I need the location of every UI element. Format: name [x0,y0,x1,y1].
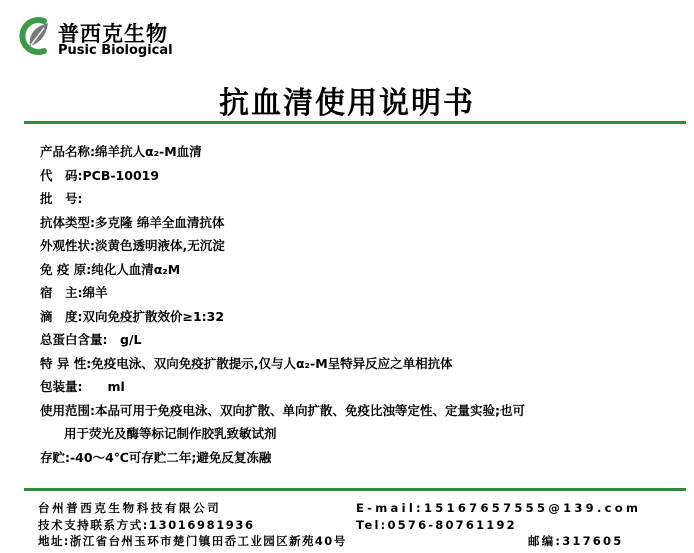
postcode: 邮编:317605 [528,534,624,548]
company-name: 台州普西克生物科技有限公司 [38,501,222,515]
logo-chinese-name: 普西克生物 [58,22,168,46]
product-fields [40,140,680,469]
field-storage: 存贮:-40～4℃可存贮二年;避免反复冻融 [40,449,272,465]
field-antibody-type: 抗体类型:多克隆 绵羊全血清抗体 [40,214,225,230]
tech-support-phone: 技术支持联系方式:13016981936 [38,517,255,532]
field-application-continued: 用于荧光及酶等标记制作胶乳致敏试剂 [64,426,277,441]
field-appearance: 外观性状:淡黄色透明液体,无沉淀 [40,238,225,253]
footer [38,500,678,550]
document-title: 抗血清使用说明书 [219,86,475,121]
company-logo [14,14,214,62]
field-package-size: 包装量: ml [40,379,125,394]
company-address: 地址:浙江省台州玉环市楚门镇田岙工业园区新苑40号 [38,534,347,548]
field-product-name: 产品名称:绵羊抗人α₂-M血清 [40,144,202,159]
field-code: 代 码:PCB-10019 [40,167,160,183]
contact-email: E-mail:15167657555@139.com [356,501,642,515]
logo-english-name: Pusic Biological [58,43,173,58]
footer-row-2 [38,517,678,534]
footer-row-1 [38,500,678,517]
leaf-c-logo-icon [14,14,56,58]
field-batch-number: 批 号: [40,191,83,206]
field-total-protein: 总蛋白含量: g/L [40,332,142,347]
top-divider [24,121,686,124]
field-application: 使用范围:本品可用于免疫电泳、双向扩散、单向扩散、免疫比浊等定性、定量实验;也可 [40,402,525,418]
contact-tel: Tel:0576-80761192 [356,517,517,532]
footer-row-3 [38,533,678,550]
bottom-divider [24,488,686,491]
field-titer: 滴 度:双向免疫扩散效价≥1:32 [40,308,225,324]
field-immunogen: 免 疫 原:纯化人血清α₂M [40,261,181,277]
field-host: 宿 主:绵羊 [40,285,108,300]
field-specificity: 特 异 性:免疫电泳、双向免疫扩散提示,仅与人α₂-M呈特异反应之单相抗体 [40,355,453,371]
